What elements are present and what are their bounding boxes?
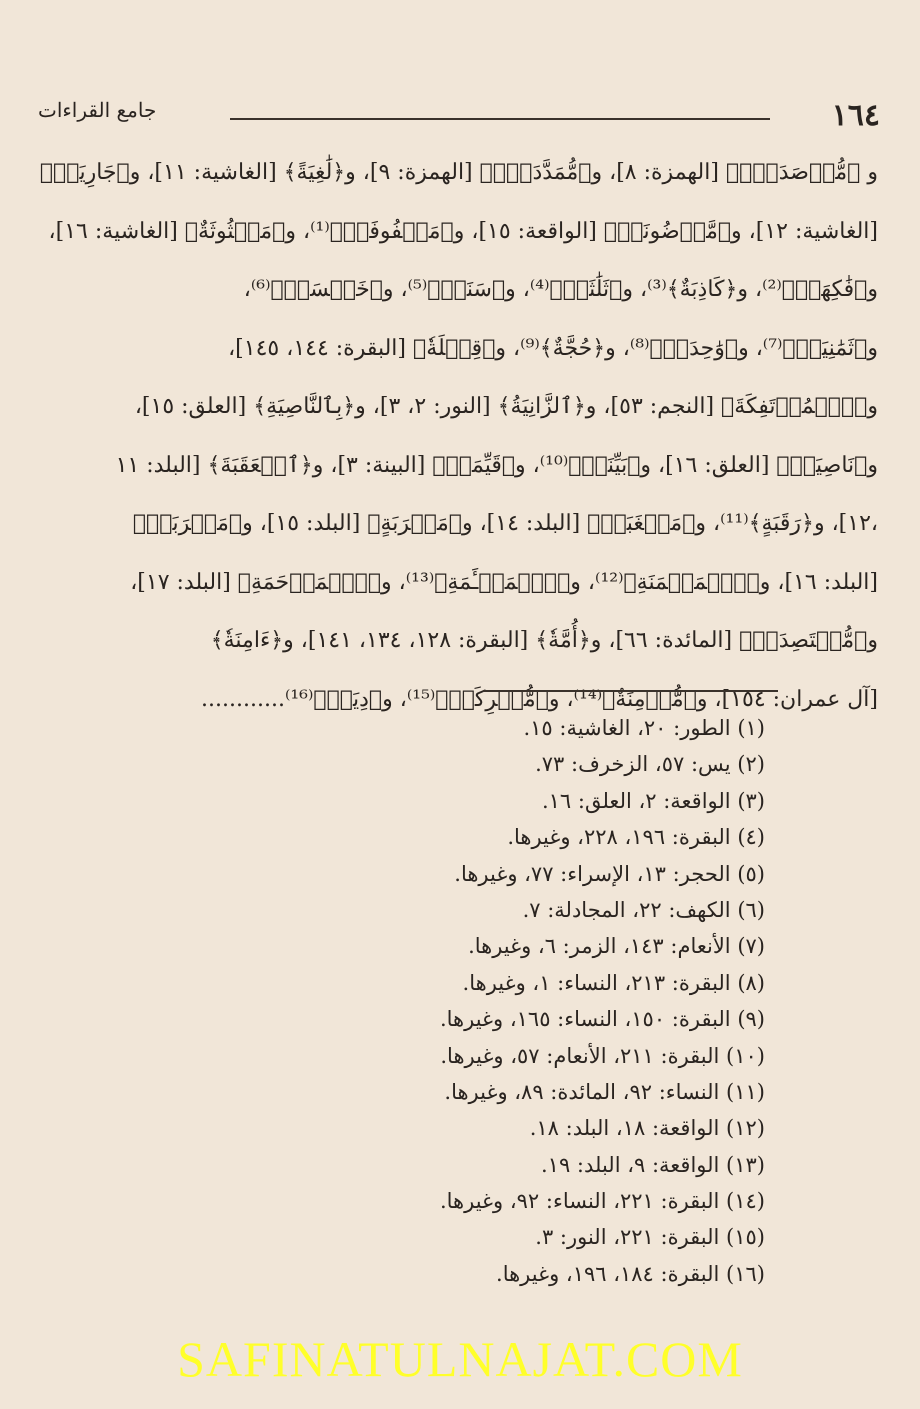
text-line: [البلد: ١٦]، و﴿ٱلۡمَيۡمَنَةِ﴾⁽¹²⁾، و﴿ٱلۡمَشۡـَٔمَةِ﴾⁽¹³⁾، و﴿ٱلۡمَرۡحَمَةِ﴾ [البلد: ١٧]، (130, 569, 878, 595)
running-title: جامع القراءات (38, 98, 157, 122)
header-rule (230, 118, 770, 120)
footnote: (١٤) البقرة: ٢٢١، النساء: ٩٢، وغيرها. (439, 1189, 765, 1214)
text-line: و﴿ٱلۡمُؤۡتَفِكَةَ﴾ [النجم: ٥٣]، و﴿ٱلزَّانِيَةُ﴾ [النور: ٢، ٣]، و﴿بِٱلنَّاصِيَةِ﴾ [العلق: ١٥]، (134, 394, 878, 419)
footnote: (١٠) البقرة: ٢١١، الأنعام: ٥٧، وغيرها. (440, 1043, 765, 1068)
footnote: (١٢) الواقعة: ١٨، البلد: ١٨. (529, 1116, 765, 1141)
footnote-separator (483, 690, 778, 692)
footnote: (٩) البقرة: ١٥٠، النساء: ١٦٥، وغيرها. (439, 1007, 765, 1032)
page-header (38, 92, 880, 138)
page-number: ١٦٤ (831, 98, 880, 133)
text-line: ،١٢]، و﴿رَقَبَةٍ﴾⁽¹¹⁾، و﴿مَسۡغَبَةٖ﴾ [البلد: ١٤]، و﴿مَقۡرَبَةٍ﴾ [البلد: ١٥]، و﴿مَتۡرَبَةٖ﴾ (132, 511, 878, 536)
text-line: و﴿فَٰكِهَةٞ﴾⁽²⁾، و﴿كَاذِبَةٌ﴾⁽³⁾، و﴿ثَلَٰثَةٖ﴾⁽⁴⁾، و﴿سَنَةٖ﴾⁽⁵⁾، و﴿خَمۡسَةٞ﴾⁽⁶⁾، (243, 277, 878, 302)
text-line: [الغاشية: ١٢]، و﴿مَّوۡضُونَةٖ﴾ [الواقعة: ١٥]، و﴿مَصۡفُوفَةٞ﴾⁽¹⁾، و﴿مَبۡثُوثَةٌ﴾ [الغاشية: ١٦]، (48, 218, 878, 244)
main-text (38, 144, 878, 729)
footnote: (١٣) الواقعة: ٩، البلد: ١٩. (540, 1152, 765, 1177)
footnote: (٧) الأنعام: ١٤٣، الزمر: ٦، وغيرها. (468, 934, 765, 959)
watermark: SAFINATULNAJAT.COM (177, 1331, 743, 1387)
footnote: (١) الطور: ٢٠، الغاشية: ١٥. (523, 716, 765, 740)
text-line: و ﴿مُّؤۡصَدَةُۢ﴾ [الهمزة: ٨]، و﴿مُّمَدَّدَةِۭ﴾ [الهمزة: ٩]، و﴿لَٰغِيَةً﴾ [الغاشية: ١١]، و﴿جَارِيَةٞ﴾ (39, 160, 878, 185)
text-line: و﴿مُّقۡتَصِدَةٞ﴾ [المائدة: ٦٦]، و﴿أُمَّةٗ﴾ [البقرة: ١٢٨، ١٣٤، ١٤١]، و﴿ءَامِنَةٗ﴾ (210, 628, 878, 653)
footnote: (١٥) البقرة: ٢٢١، النور: ٣. (535, 1225, 765, 1250)
text-line: و﴿ثَمَٰنِيَةٞ﴾⁽⁷⁾، و﴿وَٰحِدَةٖ﴾⁽⁸⁾، و﴿حُجَّةٌ﴾⁽⁹⁾، و﴿قِبۡلَةٗ﴾ [البقرة: ١٤٤، ١٤٥]، (228, 335, 878, 361)
footnotes (165, 710, 765, 1292)
footnote: (١١) النساء: ٩٢، المائدة: ٨٩، وغيرها. (444, 1079, 765, 1104)
footnote: (٤) البقرة: ١٩٦، ٢٢٨، وغيرها. (507, 825, 765, 850)
text-line: و﴿نَاصِيَةٖ﴾ [العلق: ١٦]، و﴿بَيِّنَةٖ﴾⁽¹⁰⁾، و﴿قَيِّمَةٞ﴾ [البينة: ٣]، و﴿ٱلۡعَقَبَةَ﴾ [البلد: ١١ (115, 452, 878, 478)
footnote: (٣) الواقعة: ٢، العلق: ١٦. (541, 788, 765, 813)
footnote: (١٦) البقرة: ١٨٤، ١٩٦، وغيرها. (496, 1261, 765, 1286)
text-line: [آل عمران: ١٥٤]، و﴿مُّؤۡمِنَةٌ﴾⁽¹⁴⁾، و﴿مُّشۡرِكَةٖ﴾⁽¹⁵⁾، و﴿دِيَةٞ﴾⁽¹⁶⁾............ (201, 686, 878, 712)
footnote: (٨) البقرة: ٢١٣، النساء: ١، وغيرها. (462, 970, 765, 995)
footnote: (٥) الحجر: ١٣، الإسراء: ٧٧، وغيرها. (454, 861, 765, 886)
footnote: (٢) يس: ٥٧، الزخرف: ٧٣. (535, 752, 765, 777)
footnote: (٦) الكهف: ٢٢، المجادلة: ٧. (522, 897, 765, 922)
